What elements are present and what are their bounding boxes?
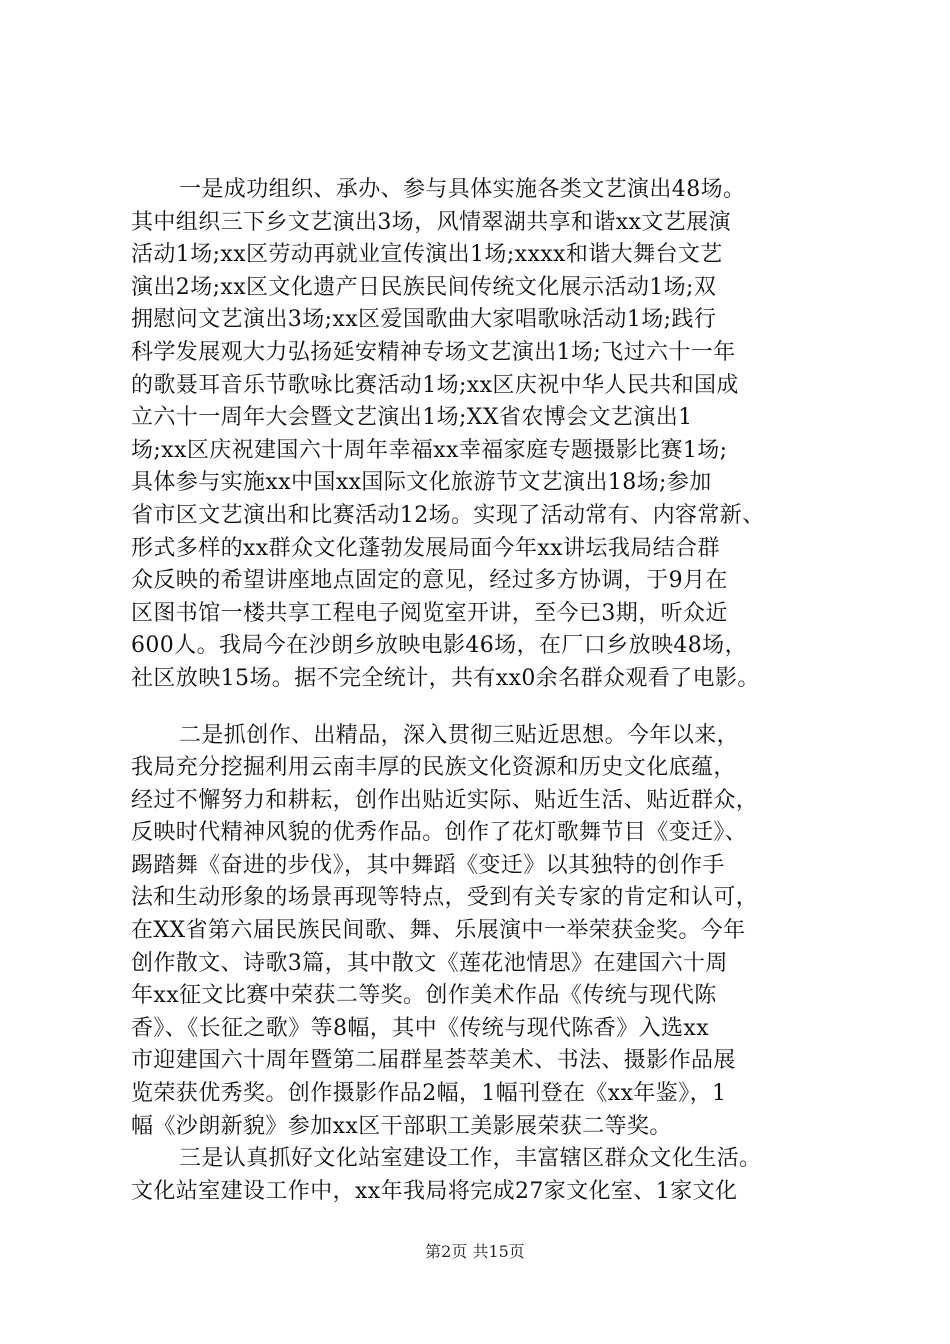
page-number-footer: 第2页 共15页 <box>425 1242 525 1261</box>
text-line: 活动1场;xx区劳动再就业宣传演出1场;xxxx和谐大舞台文艺 <box>131 242 723 268</box>
text-line: 其中组织三下乡文艺演出3场，风情翠湖共享和谐xx文艺展演 <box>131 209 732 235</box>
text-line: 一是成功组织、承办、参与具体实施各类文艺演出48场。 <box>179 177 746 202</box>
text-line: 法和生动形象的场景再现等特点，受到有关专家的肯定和认可， <box>131 885 759 911</box>
paragraph-2 <box>131 720 845 1144</box>
text-line: 拥慰问文艺演出3场;xx区爱国歌曲大家唱歌咏活动1场;践行 <box>131 307 717 333</box>
text-line: 二是抓创作、出精品，深入贯彻三贴近思想。今年以来， <box>179 722 740 748</box>
text-line: 我局充分挖掘利用云南丰厚的民族文化资源和历史文化底蕴， <box>131 755 736 781</box>
text-line: 场;xx区庆祝建国六十周年幸福xx幸福家庭专题摄影比赛1场; <box>131 437 728 463</box>
text-line: 的歌聂耳音乐节歌咏比赛活动1场;xx区庆祝中华人民共和国成 <box>131 372 739 398</box>
text-line: 幅《沙朗新貌》参加xx区干部职工美影展荣获二等奖。 <box>131 1113 672 1139</box>
text-line: 文化站室建设工作中，xx年我局将完成27家文化室、1家文化 <box>131 1178 738 1204</box>
text-line: 创作散文、诗歌3篇，其中散文《莲花池情思》在建国六十周 <box>131 950 728 976</box>
text-line: 具体参与实施xx中国xx国际文化旅游节文艺演出18场;参加 <box>131 470 712 496</box>
paragraph-1 <box>131 174 845 696</box>
text-line: 区图书馆一楼共享工程电子阅览室开讲，至今已3期，听众近 <box>131 600 728 626</box>
text-line: 踢踏舞《奋进的步伐》，其中舞蹈《变迁》以其独特的创作手 <box>131 852 725 878</box>
text-line: 览荣获优秀奖。创作摄影作品2幅，1幅刊登在《xx年鉴》，1 <box>131 1081 727 1107</box>
text-line: 三是认真抓好文化站室建设工作，丰富辖区群众文化生活。 <box>179 1146 762 1172</box>
text-line: 市迎建国六十周年暨第二届群星荟萃美术、书法、摄影作品展 <box>131 1048 736 1074</box>
text-line: 在XX省第六届民族民间歌、舞、乐展演中一举荣获金奖。今年 <box>131 918 746 944</box>
text-line: 立六十一周年大会暨文艺演出1场;XX省农博会文艺演出1 <box>131 405 693 431</box>
text-line: 形式多样的xx群众文化蓬勃发展局面今年xx讲坛我局结合群 <box>131 535 720 561</box>
text-line: 省市区文艺演出和比赛活动12场。实现了活动常有、内容常新、 <box>131 502 765 528</box>
text-line: 600人。我局今在沙朗乡放映电影46场，在厂口乡放映48场， <box>131 633 747 659</box>
paragraph-3 <box>131 1143 845 1208</box>
paragraph-spacer <box>131 696 845 720</box>
text-line: 经过不懈努力和耕耘，创作出贴近实际、贴近生活、贴近群众， <box>131 787 759 813</box>
text-line: 反映时代精神风貌的优秀作品。创作了花灯歌舞节目《变迁》、 <box>131 820 748 846</box>
body-text <box>131 174 845 1208</box>
text-line: 香》、《长征之歌》等8幅，其中《传统与现代陈香》入选xx <box>131 1015 710 1041</box>
text-line: 年xx征文比赛中荣获二等奖。创作美术作品《传统与现代陈 <box>131 983 717 1009</box>
text-line: 社区放映15场。据不完全统计，共有xx0余名群众观看了电影。 <box>131 665 760 691</box>
text-line: 演出2场;xx区文化遗产日民族民间传统文化展示活动1场;双 <box>131 274 717 300</box>
text-line: 众反映的希望讲座地点固定的意见，经过多方协调，于9月在 <box>131 568 728 594</box>
text-line: 科学发展观大力弘扬延安精神专场文艺演出1场;飞过六十一年 <box>131 339 736 365</box>
